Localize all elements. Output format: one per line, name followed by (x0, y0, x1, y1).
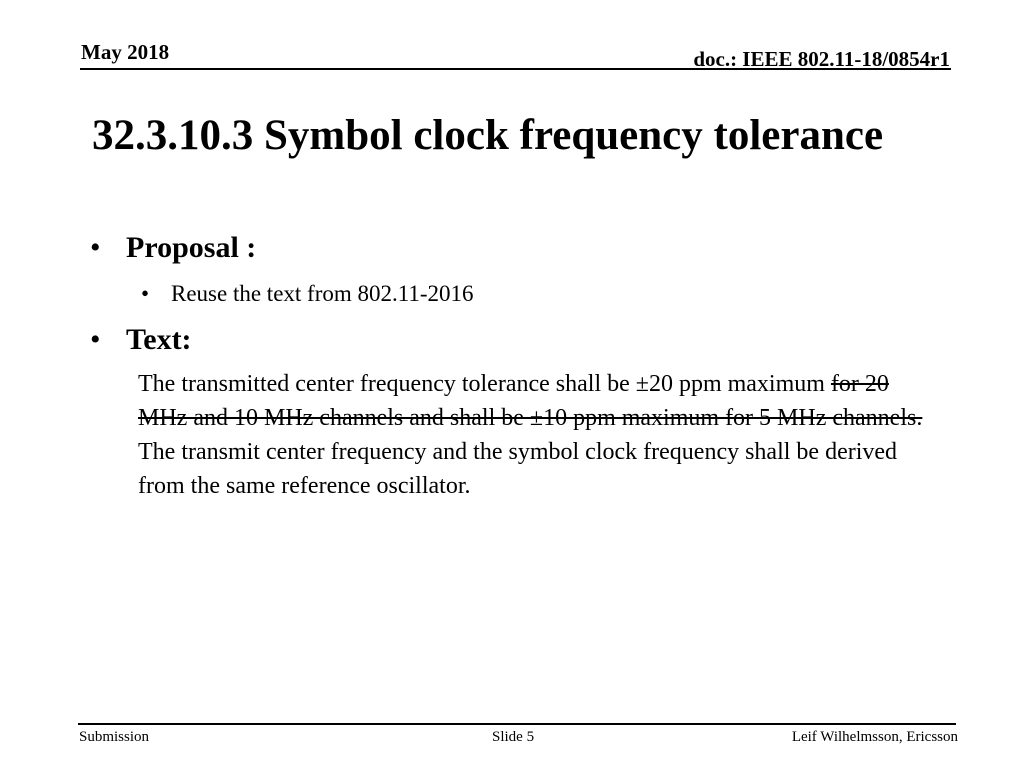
sub-bullet-reuse (141, 281, 474, 307)
bullet-label: Text: (126, 323, 192, 356)
header-date: May 2018 (81, 40, 170, 64)
spec-text-part1: The transmitted center frequency tolerance shall be ±20 ppm maximum (138, 371, 831, 397)
bullet-text (90, 323, 192, 357)
spec-text-paragraph (138, 367, 938, 503)
footer-submission: Submission (79, 729, 150, 745)
footer-slide-number: Slide 5 (492, 729, 535, 745)
bullet-label: Proposal : (126, 231, 257, 264)
header-divider (80, 68, 951, 70)
spec-text-part2: The transmit center frequency and the symbol clock frequency shall be derived from the same reference oscillator. (138, 439, 898, 499)
bullet-proposal (90, 231, 256, 265)
slide-title: 32.3.10.3 Symbol clock frequency tolerance (92, 112, 884, 159)
bullet-label: Reuse the text from 802.11-2016 (171, 281, 474, 306)
bullet-marker: • (141, 281, 150, 306)
footer-divider (78, 723, 956, 725)
header-document-id: doc.: IEEE 802.11-18/0854r1 (693, 47, 950, 71)
footer-author: Leif Wilhelmsson, Ericsson (791, 729, 958, 745)
bullet-marker: • (90, 231, 101, 264)
bullet-marker: • (90, 323, 101, 356)
spec-text-struck: for 20 MHz and 10 MHz channels and shall be ±10 ppm maximum for 5 MHz channels. (138, 371, 923, 431)
